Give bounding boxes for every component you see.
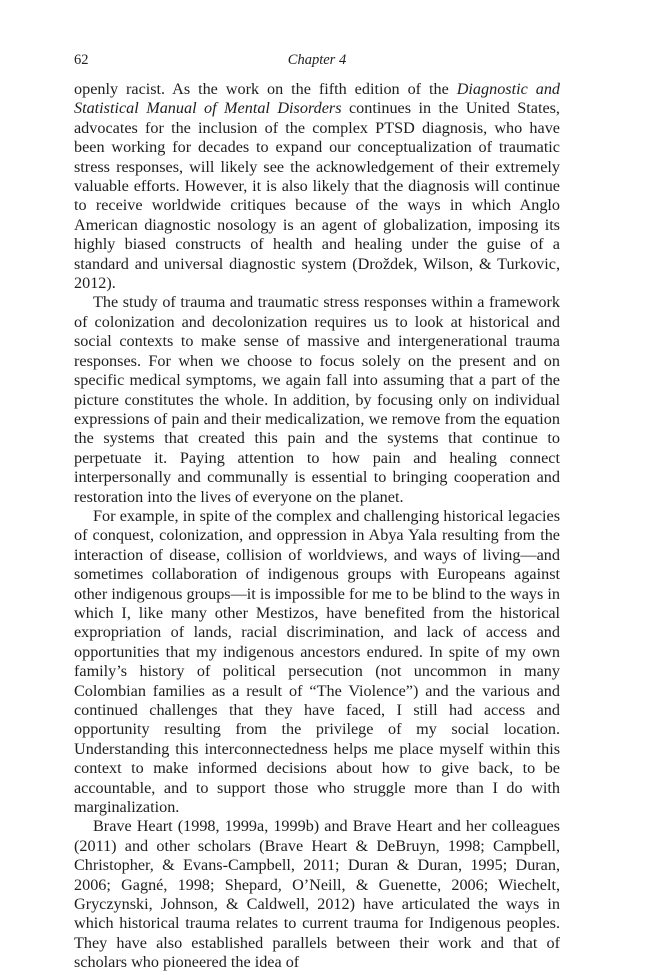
- paragraph: [74, 80, 560, 293]
- paragraph-text: continues in the United States, advocates for the inclusion of the complex PTSD diagnosis, who have been working for decades to expand our conceptualization of traumatic stress responses, will likely see the acknowledgement of their extremely valuable efforts. However, it is also likely that the diagnosis will continue to receive worldwide critiques because of the ways in which Anglo American diagnostic nosology is an agent of globalization, imposing its highly biased constructs of health and healing under the guise of a standard and universal diagnostic system (Droždek, Wilson, & Turkovic, 2012).: [74, 99, 560, 293]
- running-head: [74, 52, 560, 72]
- page-number: 62: [74, 52, 89, 68]
- body-text: [74, 80, 560, 973]
- paragraph: Brave Heart (1998, 1999a, 1999b) and Brave Heart and her colleagues (2011) and other scholars (Brave Heart & DeBruyn, 1998; Campbell, Christopher, & Evans-Campbell, 2011; Duran & Duran, 1995; Duran, 2006; Gagné, 1998; Shepard, O’Neill, & Guenette, 2006; Wiechelt, Gryczynski, Johnson, & Caldwell, 2012) have articulated the ways in which historical trauma relates to current trauma for Indigenous peoples. They have also established parallels between their work and that of scholars who pioneered the idea of: [74, 817, 560, 972]
- paragraph: The study of trauma and traumatic stress responses within a framework of colonization and decolonization requires us to look at historical and social contexts to make sense of massive and intergenerational trauma responses. For when we choose to focus solely on the present and on specific medical symptoms, we again fall into assuming that a part of the picture constitutes the whole. In addition, by focusing only on individual expressions of pain and their medicalization, we remove from the equation the systems that created this pain and the systems that continue to perpetuate it. Paying attention to how pain and healing connect interpersonally and communally is essential to bringing cooperation and restoration into the lives of everyone on the planet.: [74, 293, 560, 506]
- paragraph-text: openly racist. As the work on the fifth edition of the: [74, 80, 457, 98]
- paragraph: For example, in spite of the complex and challenging historical legacies of conquest, colonization, and oppression in Abya Yala resulting from the interaction of disease, collision of worldviews, and ways of living—and sometimes collaboration of indigenous groups with Europeans against other indigenous groups—it is impossible for me to be blind to the ways in which I, like many other Mestizos, have benefited from the historical expropriation of lands, racial discrimination, and lack of access and opportunities that my indigenous ancestors endured. In spite of my own family’s history of political persecution (not uncommon in many Colombian families as a result of “The Violence”) and the various and continued challenges that they have faced, I still had access and opportunity resulting from the privilege of my social location. Understanding this interconnectedness helps me place myself within this context to make informed decisions about how to give back, to be accountable, and to support those who struggle more than I do with marginalization.: [74, 506, 560, 817]
- book-title: Diagnostic and Statistical Manual of Mental Disorders: [74, 80, 561, 118]
- chapter-label: Chapter 4: [287, 52, 347, 68]
